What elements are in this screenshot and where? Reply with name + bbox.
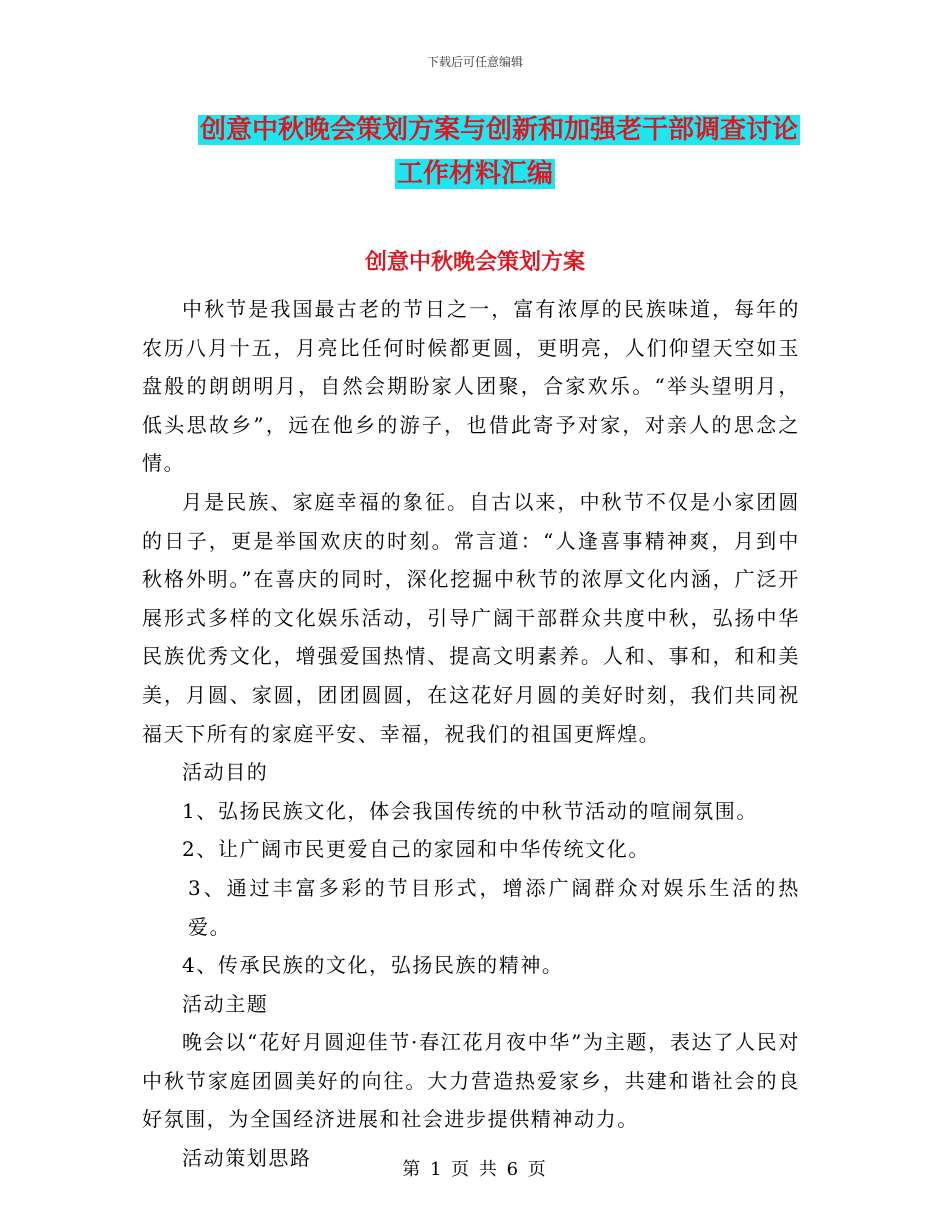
- title-line-1-text: 创意中秋晚会策划方案与创新和加强老干部调查讨论: [199, 115, 798, 145]
- list-item-purpose-4: 4、传承民族的文化，弘扬民族的精神。: [182, 953, 564, 978]
- list-item-purpose-3: 3、通过丰富多彩的节目形式，增添广阔群众对娱乐生活的热爱。: [188, 875, 800, 939]
- list-item-purpose-1: 1、弘扬民族文化，体会我国传统的中秋节活动的喧闹氛围。: [182, 798, 758, 823]
- heading-theme: 活动主题: [182, 991, 269, 1016]
- document-title-line-2: [0, 154, 950, 194]
- paragraph-intro: 中秋节是我国最古老的节日之一，富有浓厚的民族味道，每年的农历八月十五，月亮比任何时候都更圆，更明亮，人们仰望天空如玉盘般的朗朗明月，自然会期盼家人团聚，合家欢乐。“举头望明月，低头思故乡”，远在他乡的游子，也借此寄予对家，对亲人的思念之情。: [142, 297, 800, 476]
- header-note: 下载后可任意编辑: [426, 55, 523, 69]
- list-item-purpose-2: 2、让广阔市民更爱自己的家园和中华传统文化。: [182, 837, 650, 862]
- paragraph-symbol: 月是民族、家庭幸福的象征。自古以来，中秋节不仅是小家团圆的日子，更是举国欢庆的时刻。常言道：“人逢喜事精神爽，月到中秋格外明。”在喜庆的同时，深化挖掘中秋节的浓厚文化内涵，广泛开展形式多样的文化娱乐活动，引导广阔干部群众共度中秋，弘扬中华民族优秀文化，增强爱国热情、提高文明素养。人和、事和，和和美美，月圆、家圆，团团圆圆，在这花好月圆的美好时刻，我们共同祝福天下所有的家庭平安、幸福，祝我们的祖国更辉煌。: [142, 489, 800, 746]
- section-title: 创意中秋晚会策划方案: [364, 250, 585, 275]
- document-title-line-1: [24, 110, 950, 150]
- heading-planning: 活动策划思路: [182, 1146, 312, 1171]
- heading-purpose: 活动目的: [182, 760, 269, 785]
- document-body: [142, 290, 800, 1178]
- paragraph-theme: 晚会以“花好月圆迎佳节·春江花月夜中华”为主题，表达了人民对中秋节家庭团圆美好的向往。大力营造热爱家乡，共建和谐社会的良好氛围，为全国经济进展和社会进步提供精神动力。: [142, 1030, 800, 1132]
- title-line-2-text: 工作材料汇编: [396, 159, 553, 189]
- page-footer: 第 1 页 共 6 页: [402, 1159, 548, 1180]
